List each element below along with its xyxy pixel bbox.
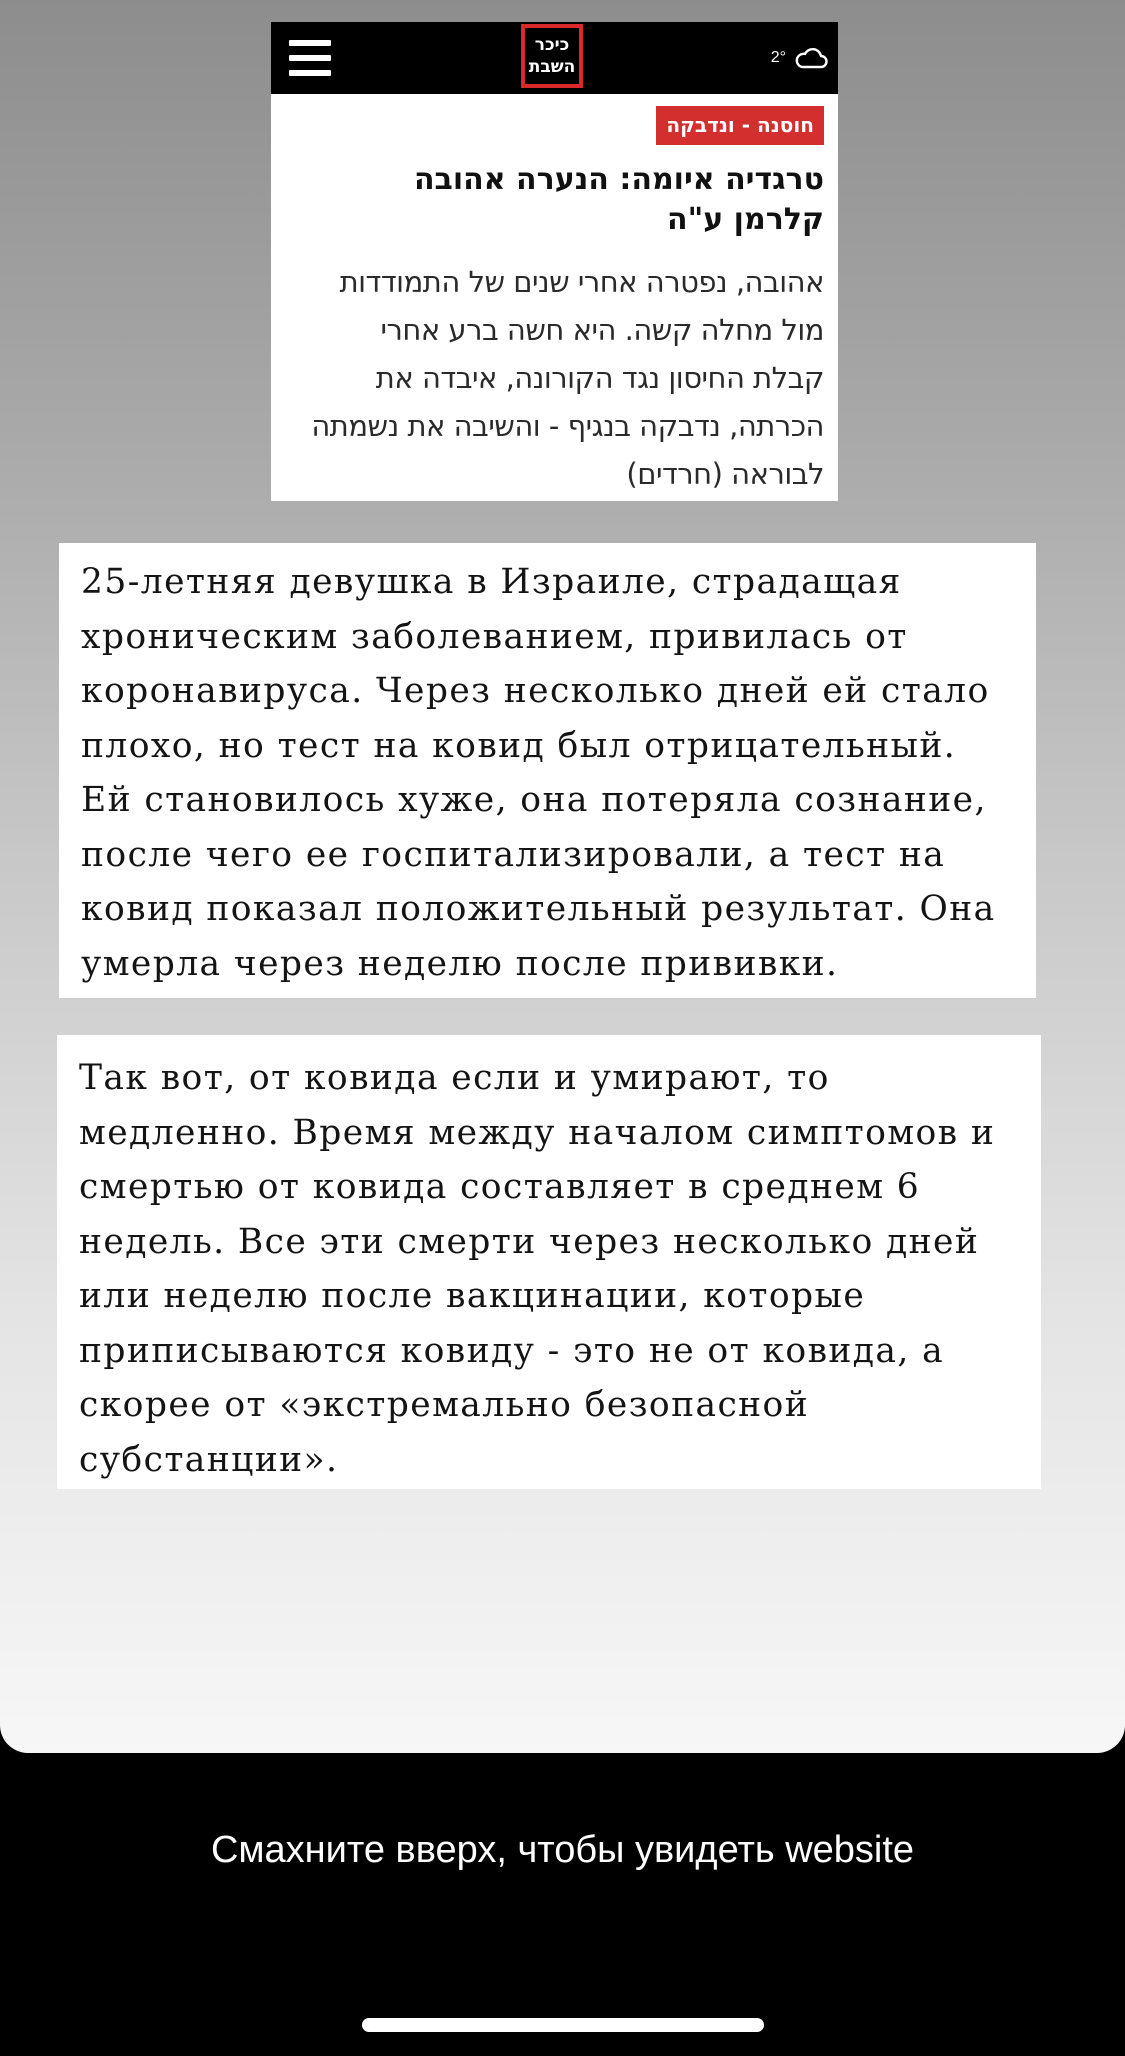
weather-widget (771, 40, 828, 76)
text-line: медленно. Время между началом симптомов и (79, 1112, 996, 1153)
home-indicator[interactable] (362, 2018, 764, 2032)
category-badge[interactable]: חוסנה - ונדבקה (656, 106, 824, 145)
text-line: после чего ее госпитализировали, а тест на (81, 834, 946, 875)
swipe-up-link[interactable]: Смахните вверх, чтобы увидеть website (210, 1829, 915, 1871)
story-text-box-1 (59, 543, 1036, 998)
text-line: приписываются ковиду - это не от ковида, а (79, 1330, 945, 1371)
text-line: умерла через неделю после прививки. (81, 943, 839, 984)
text-line: Ей становилось хуже, она потеряла сознание, (81, 780, 987, 820)
site-header (271, 22, 838, 94)
text-line: хроническим заболеванием, привилась от (81, 616, 908, 657)
logo-line-1: כיכר (534, 35, 570, 55)
article-summary: אהובה, נפטרה אחרי שנים של התמודדות מול מחלה קשה. היא חשה ברע אחרי קבלת החיסון נגד הקורונה, איבדה את הכרתה, נדבקה בנגיף - והשיבה את נשמתה לבוראה (חרדים) (311, 265, 824, 491)
text-line: Так вот, от ковида если и умирают, то (79, 1058, 830, 1098)
cloud-icon (794, 46, 828, 70)
text-line: 25-летняя девушка в Израиле, страдащая (81, 562, 902, 602)
text-line: или неделю после вакцинации, которые (79, 1276, 866, 1316)
text-line: ковид показал положительный результат. Она (81, 889, 996, 929)
text-line: плохо, но тест на ковид был отрицательный. (81, 725, 957, 766)
hamburger-menu-icon[interactable] (289, 38, 331, 78)
text-line: смертью от ковида составляет в среднем 6 (79, 1167, 921, 1207)
text-line: скорее от «экстремально безопасной (79, 1385, 810, 1425)
article-screenshot[interactable] (271, 22, 838, 501)
story-text-box-2 (57, 1035, 1041, 1489)
text-line: коронавируса. Через несколько дней ей стало (81, 671, 990, 711)
site-logo[interactable] (521, 24, 583, 88)
article-title[interactable]: טרגדיה איומה: הנערה אהובה קלרמן ע"ה (413, 162, 824, 237)
text-line: недель. Все эти смерти через несколько дней (79, 1221, 980, 1262)
logo-line-2: השבת (528, 57, 576, 77)
text-line: субстанции». (79, 1439, 339, 1480)
weather-temperature: 2° (770, 49, 786, 66)
